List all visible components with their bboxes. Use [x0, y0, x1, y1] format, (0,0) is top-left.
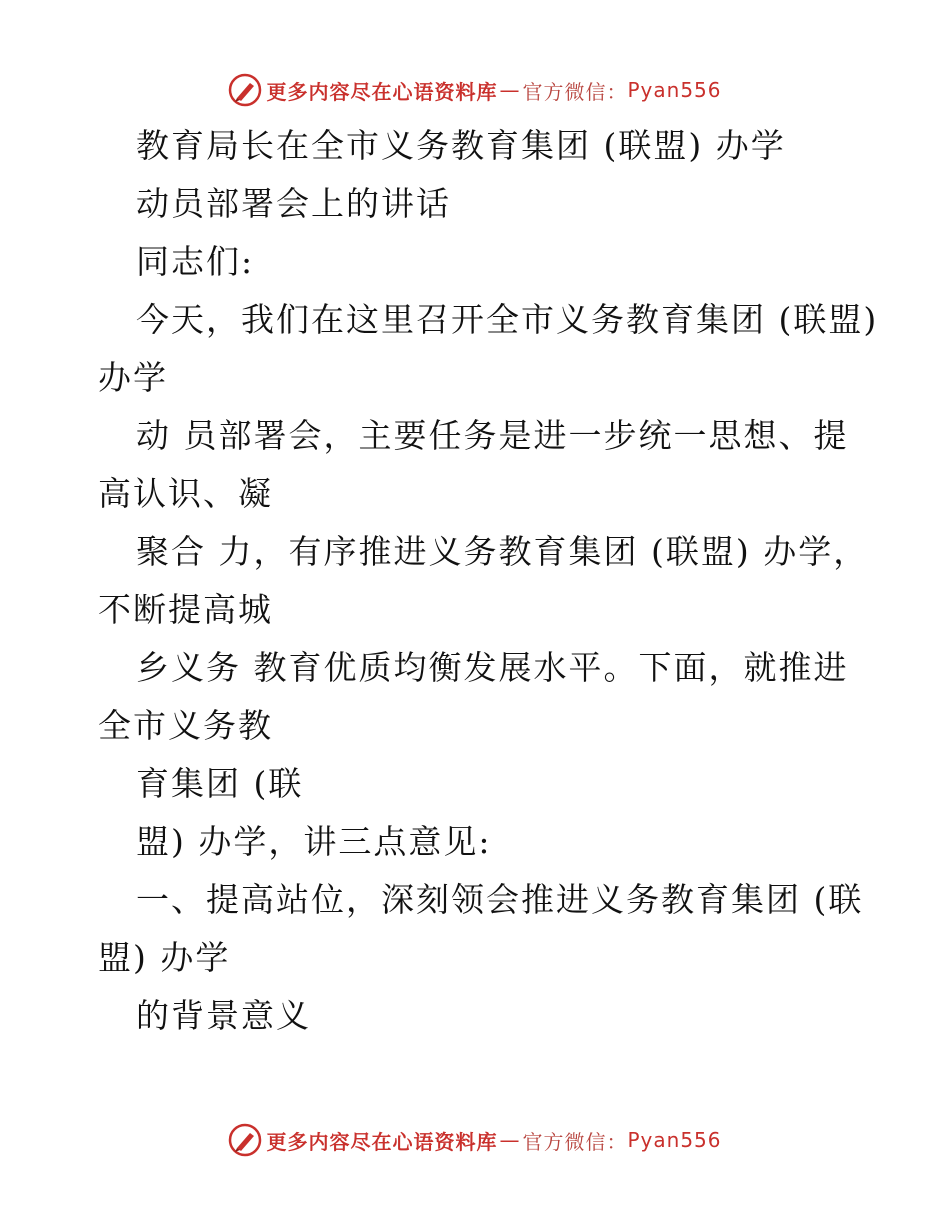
paragraph-line: 今天，我们在这里召开全市义务教育集团 (联盟) — [136, 300, 879, 339]
watermark-text: 更多内容尽在心语资料库 — [266, 1129, 498, 1154]
section-heading-line: 一、提高站位，深刻领会推进义务教育集团 (联 — [136, 880, 864, 919]
document-body — [98, 117, 879, 1045]
watermark-separator: — — [499, 78, 521, 102]
watermark-label: 官方微信： — [522, 1129, 628, 1154]
paragraph-line: 办学 — [98, 358, 168, 397]
section-heading-line: 的背景意义 — [136, 996, 311, 1035]
document-title-line-2: 动员部署会上的讲话 — [136, 184, 451, 223]
watermark-text: 更多内容尽在心语资料库 — [266, 79, 498, 104]
pen-logo-icon — [228, 73, 262, 107]
watermark-id: Pyan556 — [627, 78, 722, 102]
paragraph-line: 全市义务教 — [98, 706, 273, 745]
footer-watermark — [0, 1122, 950, 1158]
paragraph-line: 聚合 力，有序推进义务教育集团 (联盟) 办学， — [136, 532, 869, 571]
watermark-label: 官方微信： — [522, 79, 628, 104]
section-heading-line: 盟) 办学 — [98, 938, 231, 977]
paragraph-line: 育集团 (联 — [136, 764, 304, 803]
pen-logo-icon — [228, 1123, 262, 1157]
paragraph-line: 不断提高城 — [98, 590, 273, 629]
header-watermark — [0, 72, 950, 108]
paragraph-line: 高认识、凝 — [98, 474, 273, 513]
paragraph-line: 盟) 办学，讲三点意见: — [136, 822, 492, 861]
document-title-line-1: 教育局长在全市义务教育集团 (联盟) 办学 — [136, 126, 786, 165]
watermark-id: Pyan556 — [627, 1128, 722, 1152]
paragraph-line: 乡义务 教育优质均衡发展水平。下面，就推进 — [136, 648, 849, 687]
watermark-separator: — — [499, 1128, 521, 1152]
paragraph-line: 动 员部署会，主要任务是进一步统一思想、提 — [136, 416, 849, 455]
salutation: 同志们: — [136, 242, 255, 281]
